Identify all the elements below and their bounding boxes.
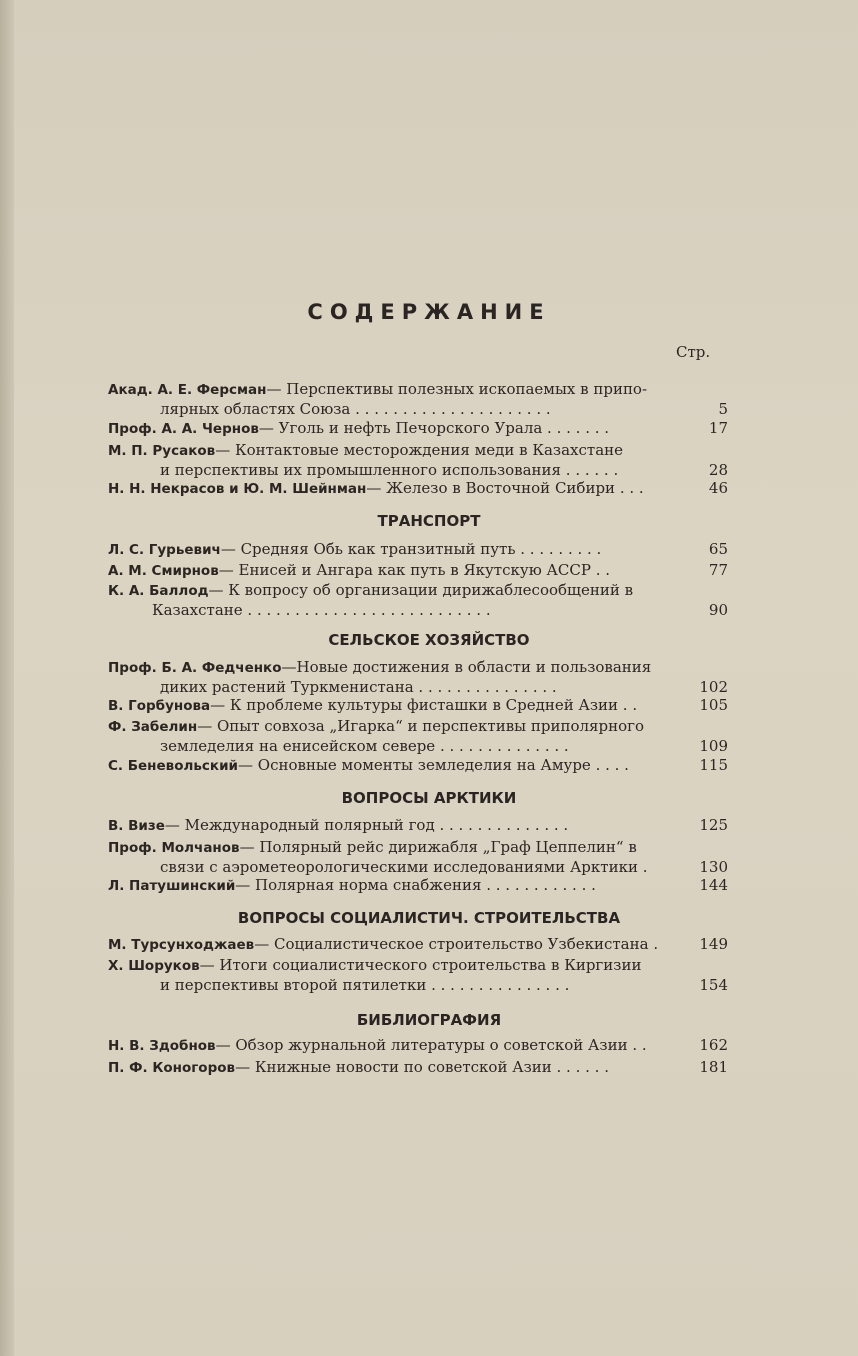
entry-page-number: 65 [708,540,728,558]
toc-entry [108,418,728,438]
entry-title-continued: связи с аэрометеорологическими исследованиями Арктики . [160,858,648,876]
entry-title: — Перспективы полезных ископаемых в припо- [266,380,648,398]
section-heading: ВОПРОСЫ СОЦИАЛИСТИЧ. СТРОИТЕЛЬСТВА [237,909,621,927]
toc-entry [108,815,728,835]
entry-title-continued: и перспективы их промышленного использования . . . . . . [160,461,619,479]
page-edge [0,0,14,1356]
entry-author: Н. Н. Некрасов и Ю. М. Шейнман [108,481,367,497]
entry-author: А. М. Смирнов [108,563,219,579]
entry-title: — К проблеме культуры фисташки в Средней Азии . . [210,696,638,714]
toc-entry [108,716,728,756]
toc-entry [108,560,728,580]
entry-title: — Контактовые месторождения меди в Казахстане [215,441,624,459]
entry-page-number: 17 [708,419,728,437]
toc-entry [108,1057,728,1077]
entry-author: Н. В. Здобнов [108,1038,216,1054]
toc-entry [108,875,728,895]
section-heading: ВОПРОСЫ АРКТИКИ [341,789,517,807]
toc-entry [108,755,728,775]
toc-entry [108,934,728,954]
entry-author: Х. Шоруков [108,958,200,974]
entry-page-number: 125 [699,816,728,834]
toc-entry [108,478,728,498]
entry-page-number: 5 [718,400,728,418]
toc-entry [108,657,728,697]
toc-entry [108,1035,728,1055]
entry-author: Ф. Забелин [108,719,198,735]
entry-author: Л. Патушинский [108,878,236,894]
toc-entry [108,379,728,419]
entry-title: — Основные моменты земледелия на Амуре . . . . [238,756,629,774]
entry-page-number: 109 [699,737,728,755]
entry-page-number: 162 [699,1036,728,1054]
toc-entry [108,955,728,995]
entry-page-number: 102 [699,678,728,696]
entry-author: М. Турсунходжаев [108,937,255,953]
toc-entry [108,837,728,877]
page-title: СОДЕРЖАНИЕ [307,300,551,324]
entry-title: — Средняя Обь как транзитный путь . . . . . . . . . [220,540,602,558]
entry-title: — Итоги социалистического строительства в Киргизии [199,956,642,974]
entry-page-number: 154 [699,976,728,994]
entry-title: — Книжные новости по советской Азии . . . . . . [235,1058,609,1076]
entry-title-continued: земледелия на енисейском севере . . . . . . . . . . . . . . [160,737,569,755]
page-column-label: Стр. [676,343,711,361]
section-heading: СЕЛЬСКОЕ ХОЗЯЙСТВО [328,631,530,649]
entry-title: — Опыт совхоза „Игарка“ и перспективы приполярного [197,717,645,735]
entry-author: К. А. Баллод [108,583,209,599]
entry-title: — Полярный рейс дирижабля „Граф Цеппелин“ в [239,838,637,856]
entry-author: М. П. Русаков [108,443,216,459]
entry-author: В. Визе [108,818,165,834]
entry-page-number: 181 [699,1058,728,1076]
entry-page-number: 77 [708,561,728,579]
entry-title: — Социалистическое строительство Узбекистана . [254,935,659,953]
entry-title-continued: диких растений Туркменистана . . . . . . . . . . . . . . . [160,678,557,696]
entry-page-number: 28 [708,461,728,479]
entry-author: Акад. А. Е. Ферсман [108,382,267,398]
entry-page-number: 105 [699,696,728,714]
entry-page-number: 46 [708,479,728,497]
entry-author: Л. С. Гурьевич [108,542,221,558]
entry-author: Проф. Б. А. Федченко [108,660,282,676]
entry-page-number: 144 [699,876,728,894]
toc-entry [108,440,728,480]
entry-title-continued: и перспективы второй пятилетки . . . . . . . . . . . . . . . [160,976,570,994]
entry-page-number: 149 [699,935,728,953]
section-heading: ТРАНСПОРТ [377,512,481,530]
section-heading: БИБЛИОГРАФИЯ [356,1011,502,1029]
entry-page-number: 130 [699,858,728,876]
entry-author: Проф. Молчанов [108,840,240,856]
entry-page-number: 90 [708,601,728,619]
entry-title: — Обзор журнальной литературы о советской Азии . . [215,1036,647,1054]
entry-author: Проф. А. А. Чернов [108,421,259,437]
entry-title: — Енисей и Ангара как путь в Якутскую АССР . . [218,561,610,579]
toc-entry [108,539,728,559]
entry-title: — К вопросу об организации дирижаблесообщений в [208,581,634,599]
entry-author: С. Беневольский [108,758,238,774]
toc-entry [108,695,728,715]
entry-title: — Железо в Восточной Сибири . . . [366,479,644,497]
entry-title-continued: лярных областях Союза . . . . . . . . . . . . . . . . . . . . . [160,400,551,418]
toc-entry [108,580,728,620]
entry-title: — Международный полярный год . . . . . . . . . . . . . . [164,816,569,834]
entry-author: В. Горбунова [108,698,211,714]
entry-title: — Полярная норма снабжения . . . . . . . . . . . . [235,876,596,894]
entry-title: —Новые достижения в области и пользования [281,658,652,676]
entry-author: П. Ф. Коногоров [108,1060,236,1076]
entry-title: — Уголь и нефть Печорского Урала . . . . . . . [258,419,610,437]
entry-title-continued: Казахстане . . . . . . . . . . . . . . . . . . . . . . . . . . [152,601,491,619]
entry-page-number: 115 [699,756,728,774]
